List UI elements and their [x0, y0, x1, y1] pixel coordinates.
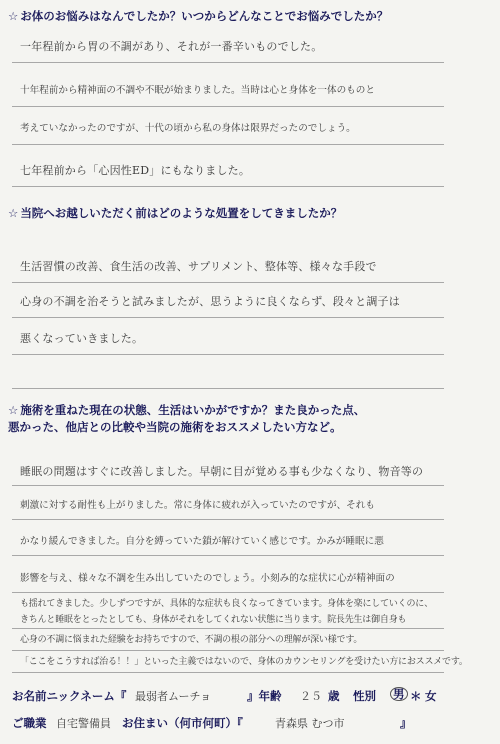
answer-2-line-1: 生活習慣の改善、食生活の改善、サプリメント、整体等、様々な手段で: [20, 260, 377, 273]
star-icon: ☆: [8, 206, 19, 220]
answer-rule: [12, 106, 444, 107]
question-2-title: 当院へお越しいただく前はどのような処置をしてきましたか？: [20, 206, 343, 220]
star-icon: ☆: [8, 9, 19, 23]
answer-1-line-3: 考えていなかったのですが、十代の頃から私の身体は限界だったのでしょう。: [20, 123, 356, 134]
job-label: ご職業: [12, 716, 47, 730]
age-unit: 歳: [328, 689, 340, 703]
answer-3-line-6: きちんと睡眠をとったとしても、身体がそれをしてくれない状態に当ります。院長先生は御自身も: [20, 615, 407, 625]
answer-3-line-4: 影響を与え、様々な不調を生み出していたのでしょう。小刻み的な症状に心が精神面の: [20, 573, 395, 584]
address-label: お住まい（何市何町）『: [122, 716, 243, 730]
answer-3-line-2: 刺激に対する耐性も上がりました。常に身体に疲れが入っていたのですが、それも: [20, 500, 375, 511]
answer-1-line-1: 一年程前から胃の不調があり、それが一番辛いものでした。: [20, 40, 323, 53]
answer-1-line-2: 十年程前から精神面の不調や不眠が始まりました。当時は心と身体を一体のものと: [20, 85, 375, 96]
gender-female-option: 女: [425, 689, 437, 703]
answer-2-line-3: 悪くなっていきました。: [20, 332, 144, 345]
question-3-title-line-2: 悪かった、他店との比較や当院の施術をおススメしたい方など。: [8, 420, 342, 434]
answer-3-line-8: 「ここをこうすれば治る！！」といった主義ではないので、身体のカウンセリングを受けたい方におススメです。: [20, 657, 468, 667]
answer-3-line-5: も揺れてきました。少しずつですが、具体的な症状も良くなってきています。身体を楽にしていくのに、: [20, 599, 433, 609]
star-icon: ☆: [8, 403, 19, 417]
answer-rule: [12, 388, 444, 389]
question-1-heading: [8, 8, 388, 25]
answer-1-line-4: 七年程前から「心因性ED」にもなりました。: [20, 164, 251, 177]
age-value: ２５: [300, 690, 322, 703]
name-label: お名前ニックネーム『: [12, 689, 127, 703]
gender-male-option: [390, 687, 408, 701]
answer-rule: [12, 519, 444, 520]
answer-2-line-2: 心身の不調を治そうと試みましたが、思うように良くならず、段々と調子は: [20, 295, 400, 308]
answer-rule: [12, 144, 444, 145]
answer-3-line-1: 睡眠の問題はすぐに改善しました。早朝に目が覚める事も少なくなり、物音等の: [20, 465, 424, 478]
age-label: 』年齢: [247, 689, 282, 703]
address-end: 』: [400, 716, 412, 730]
gender-label: 性別: [353, 689, 376, 703]
answer-rule: [12, 592, 444, 593]
answer-rule: [12, 186, 444, 187]
question-3-title-line-1: 施術を重ねた現在の状態、生活はいかがですか？また良かった点、: [20, 403, 366, 417]
answer-rule: [12, 317, 444, 318]
answer-rule: [12, 354, 444, 355]
answer-rule: [12, 650, 444, 651]
job-value: 自宅警備員: [56, 717, 111, 730]
answer-3-line-3: かなり緩んできました。自分を縛っていた鎖が解けていく感じです。かみが睡眠に悪: [20, 536, 384, 547]
answer-rule: [12, 485, 444, 486]
question-3-heading-line-2: [8, 419, 342, 436]
answer-rule: [12, 672, 444, 673]
answer-rule: [12, 62, 444, 63]
question-2-heading: [8, 205, 342, 222]
answer-3-line-7: 心身の不調に悩まれた経験をお持ちですので、不調の根の部分への理解が深い様です。: [20, 635, 363, 645]
answer-rule: [12, 628, 444, 629]
gender-male-circled: 男: [390, 687, 408, 701]
question-3-heading: [8, 402, 365, 419]
address-value: 青森県 むつ市: [275, 717, 345, 730]
answer-rule: [12, 555, 444, 556]
question-1-title: お体のお悩みはなんでしたか？いつからどんなことでお悩みでしたか？: [20, 9, 389, 23]
answer-rule: [12, 282, 444, 283]
name-value: 最弱者ムーチョ: [135, 690, 212, 703]
gender-separator: ＊: [410, 689, 422, 703]
